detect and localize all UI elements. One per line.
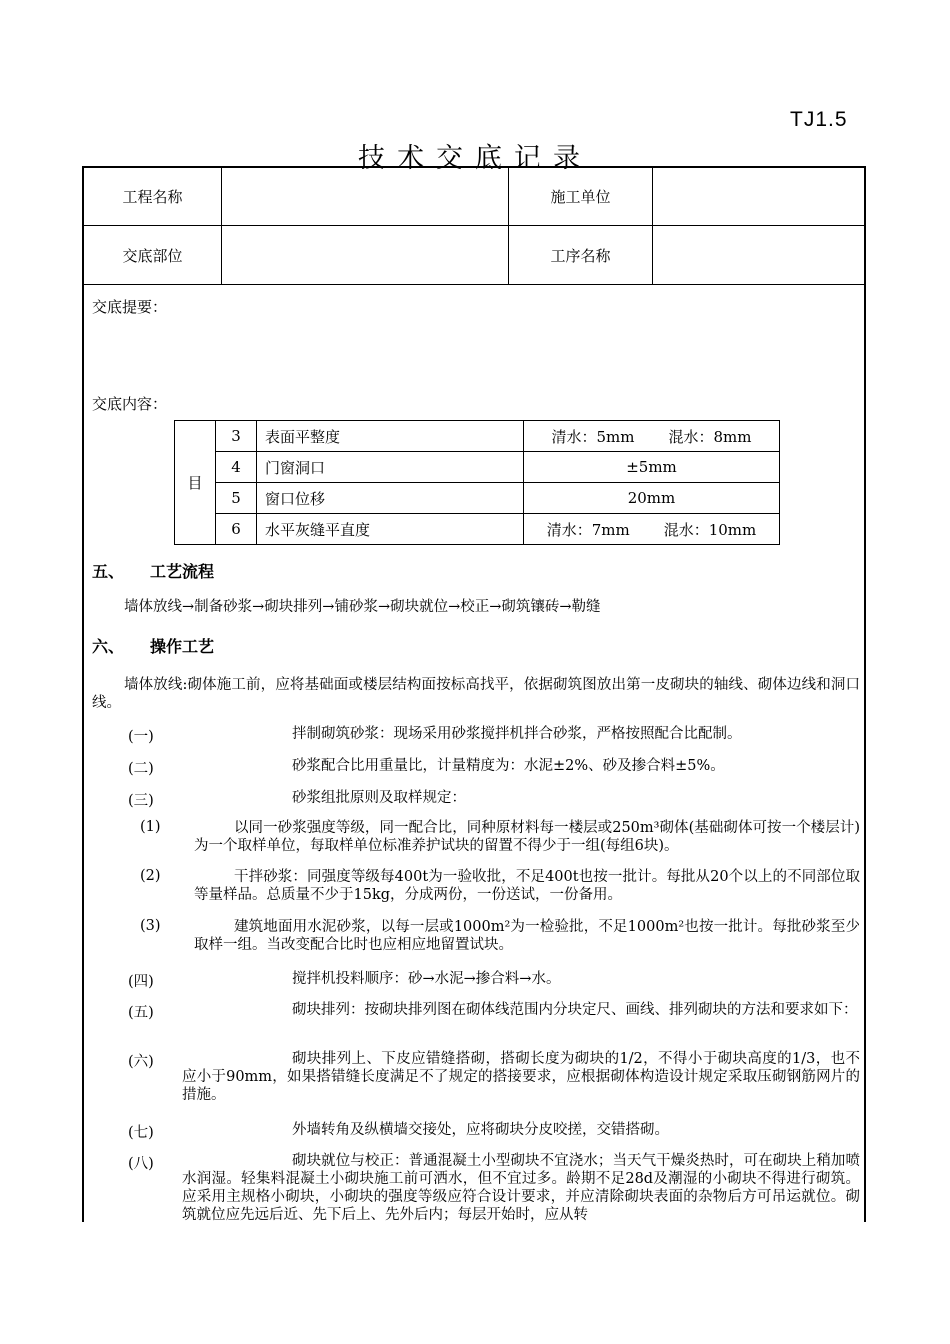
item-text: 以同一砂浆强度等级，同一配合比，同种原材料每一楼层或250m³砌体(基础砌体可按一个楼层计)为一个取样单位，每取样单位标准养护试块的留置不得少于一组(每组6块)。 (194, 820, 860, 854)
row-number: 5 (216, 483, 257, 514)
item-text: 砌块排列：按砌块排列图在砌体线范围内分块定尺、画线、排列砌块的方法和要求如下： (292, 1002, 858, 1018)
construction-unit-field[interactable] (653, 168, 866, 225)
header-row-project (84, 168, 864, 226)
section-6-heading (92, 634, 214, 657)
item-tag: (七) (128, 1125, 154, 1141)
project-name-label: 工程名称 (84, 168, 222, 225)
item-text: 搅拌机投料顺序：砂→水泥→掺合料→水。 (292, 971, 561, 987)
item-tag: (二) (128, 761, 154, 777)
section-5-heading (92, 559, 214, 582)
project-name-field[interactable] (222, 168, 509, 225)
section-5-number: 五、 (92, 562, 125, 581)
location-label: 交底部位 (84, 226, 222, 284)
item-tag: (2) (140, 868, 161, 884)
record-frame (82, 166, 866, 1222)
section-6-number: 六、 (92, 637, 125, 656)
section-6-title: 操作工艺 (150, 637, 215, 656)
item-text: 砂浆组批原则及取样规定： (292, 790, 466, 806)
page-title: 技术交底记录 (358, 143, 592, 174)
row-tolerance-value (524, 421, 780, 452)
table-row (175, 452, 780, 483)
item-text: 砌块排列上、下皮应错缝搭砌，搭砌长度为砌块的1/2，不得小于砌块高度的1/3，也不应小于90mm，如果搭错缝长度满足不了规定的搭接要求，应根据砌体构造设计规定采取压砌钢筋网片的措施。 (182, 1051, 860, 1103)
item-tag: (一) (128, 729, 154, 745)
row-tolerance-value (524, 514, 780, 545)
item-text: 外墙转角及纵横墙交接处，应将砌块分皮咬搓，交错搭砌。 (292, 1122, 669, 1138)
item-tag: (四) (128, 974, 154, 990)
item-tag: (五) (128, 1005, 154, 1021)
item-tag: (六) (128, 1054, 154, 1070)
row-number: 3 (216, 421, 257, 452)
tolerance-table (174, 420, 780, 545)
process-name-field[interactable] (653, 226, 866, 284)
row-tolerance-value: 20mm (524, 483, 780, 514)
content-label: 交底内容： (92, 395, 168, 413)
header-row-location (84, 226, 864, 285)
value-clear-water: 清水：7mm (546, 520, 630, 539)
process-name-label: 工序名称 (509, 226, 653, 284)
value-mixed-water: 混水：8mm (668, 427, 752, 446)
row-item-name: 表面平整度 (257, 421, 524, 452)
item-text: 砌块就位与校正：普通混凝土小型砌块不宜浇水；当天气干燥炎热时，可在砌块上稍加喷水润湿。轻集料混凝土小砌块施工前可洒水，但不宜过多。龄期不足28d及潮湿的小砌块不得进行砌筑。应采用主规格小砌块，小砌块的强度等级应符合设计要求，并应清除砌块表面的杂物后方可吊运就位。砌筑就位应先远后近、先下后上、先外后内；每层开始时，应从转 (182, 1153, 860, 1223)
construction-unit-label: 施工单位 (509, 168, 653, 225)
value-mixed-water: 混水：10mm (663, 520, 757, 539)
row-item-name: 水平灰缝平直度 (257, 514, 524, 545)
row-item-name: 门窗洞口 (257, 452, 524, 483)
value-clear-water: 清水：5mm (551, 427, 635, 446)
document-code: TJ1.5 (790, 108, 848, 131)
row-item-name: 窗口位移 (257, 483, 524, 514)
row-number: 4 (216, 452, 257, 483)
table-row (175, 483, 780, 514)
location-field[interactable] (222, 226, 509, 284)
item-text: 拌制砌筑砂浆：现场采用砂浆搅拌机拌合砂浆，严格按照配合比配制。 (292, 726, 742, 742)
item-text: 建筑地面用水泥砂浆，以每一层或1000m²为一检验批，不足1000m²也按一批计。每批砂浆至少取样一组。当改变配合比时也应相应地留置试块。 (194, 919, 860, 953)
row-tolerance-value: ±5mm (524, 452, 780, 483)
table-side-label: 目 (175, 421, 216, 545)
process-flow: 墙体放线→制备砂浆→砌块排列→铺砂浆→砌块就位→校正→砌筑镶砖→勒缝 (124, 599, 601, 615)
section-5-title: 工艺流程 (150, 562, 215, 581)
item-tag: (八) (128, 1156, 154, 1172)
item-tag: (1) (140, 819, 161, 835)
row-number: 6 (216, 514, 257, 545)
item-tag: (三) (128, 793, 154, 809)
table-row (175, 421, 780, 452)
item-tag: (3) (140, 918, 161, 934)
summary-label: 交底提要： (92, 298, 168, 316)
item-text: 干拌砂浆：同强度等级每400t为一验收批，不足400t也按一批计。每批从20个以上的不同部位取等量样品。总质量不少于15kg，分成两份，一份送试，一份备用。 (194, 869, 860, 903)
item-text: 砂浆配合比用重量比，计量精度为：水泥±2%、砂及掺合料±5%。 (292, 758, 725, 774)
section-6-intro: 墙体放线:砌体施工前，应将基础面或楼层结构面按标高找平，依据砌筑图放出第一皮砌块的轴线、砌体边线和洞口线。 (92, 677, 860, 711)
table-row (175, 514, 780, 545)
